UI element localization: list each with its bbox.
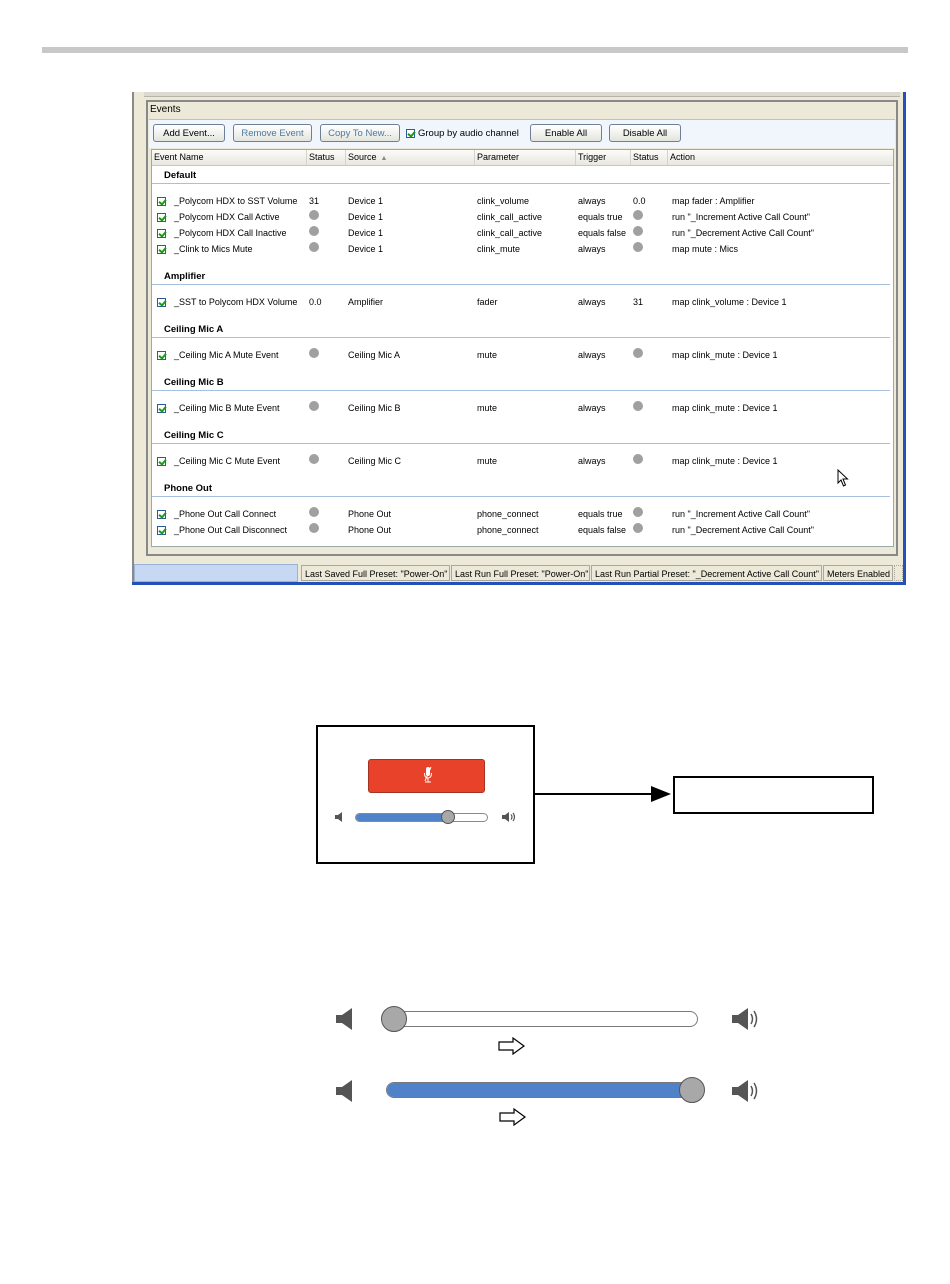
event-enabled-checkbox[interactable] [157, 457, 166, 466]
window-edge [144, 92, 900, 97]
window-edge [903, 92, 906, 585]
cell-parameter: mute [477, 456, 498, 466]
table-row[interactable] [152, 524, 890, 538]
cell-name: _Phone Out Call Connect [174, 509, 277, 519]
cell-name: _Polycom HDX Call Inactive [174, 228, 287, 238]
group-divider [152, 284, 890, 285]
panel-title: Events [150, 104, 181, 115]
column-header-trigger[interactable]: Trigger [575, 150, 630, 165]
cell-status2: 31 [633, 297, 644, 307]
disable-all-button[interactable]: Disable All [609, 124, 681, 142]
status-indicator-icon [633, 401, 643, 411]
table-row[interactable] [152, 508, 890, 522]
table-row[interactable] [152, 402, 890, 416]
cell-parameter: clink_mute [477, 244, 521, 254]
cell-source: Phone Out [348, 509, 392, 519]
direction-arrow-icon [499, 1108, 527, 1126]
status-last-run-partial: Last Run Partial Preset: "_Decrement Active Call Count" [591, 565, 822, 581]
status-indicator-icon [309, 523, 319, 533]
cell-status: 0.0 [309, 297, 322, 307]
volume-slider-knob-max[interactable] [679, 1077, 705, 1103]
cell-trigger: equals false [578, 525, 627, 535]
cell-source: Ceiling Mic A [348, 350, 401, 360]
speaker-high-icon [501, 811, 519, 823]
cell-trigger: equals true [578, 509, 623, 519]
mouse-cursor-icon [837, 469, 849, 487]
column-header-event-name[interactable]: Event Name [154, 152, 204, 162]
table-row[interactable] [152, 211, 890, 225]
status-indicator-icon [309, 242, 319, 252]
group-title: Amplifier [164, 271, 206, 282]
microphone-muted-icon [423, 766, 433, 784]
cell-parameter: clink_call_active [477, 212, 543, 222]
table-row[interactable] [152, 227, 890, 241]
cell-source: Device 1 [348, 244, 384, 254]
event-enabled-checkbox[interactable] [157, 229, 166, 238]
status-bar-progress [134, 564, 298, 582]
sort-ascending-icon: ▲ [380, 155, 388, 162]
cell-parameter: phone_connect [477, 525, 539, 535]
event-enabled-checkbox[interactable] [157, 510, 166, 519]
status-indicator-icon [633, 242, 643, 252]
event-enabled-checkbox[interactable] [157, 351, 166, 360]
speaker-high-icon [730, 1079, 762, 1103]
page-top-rule [42, 47, 908, 53]
cell-source: Amplifier [348, 297, 384, 307]
volume-slider-track-min[interactable] [384, 1011, 698, 1027]
events-window [132, 92, 906, 585]
cell-parameter: mute [477, 403, 498, 413]
group-title: Ceiling Mic A [164, 324, 224, 335]
events-table [151, 149, 894, 547]
mute-button[interactable] [368, 759, 485, 793]
cell-source: Device 1 [348, 228, 384, 238]
status-last-saved-full: Last Saved Full Preset: "Power-On" [301, 565, 450, 581]
status-indicator-icon [633, 210, 643, 220]
volume-slider-fill-max [387, 1083, 701, 1097]
window-edge [132, 92, 134, 585]
status-indicator-icon [309, 348, 319, 358]
status-indicator-icon [309, 210, 319, 220]
cell-status: 31 [309, 196, 320, 206]
cell-name: _SST to Polycom HDX Volume [174, 297, 298, 307]
events-panel [146, 100, 898, 556]
volume-slider-knob-min[interactable] [381, 1006, 407, 1032]
column-header-action[interactable]: Action [667, 150, 877, 165]
cell-name: _Polycom HDX to SST Volume [174, 196, 298, 206]
cell-action: run "_Decrement Active Call Count" [672, 228, 814, 238]
cell-action: map clink_volume : Device 1 [672, 297, 787, 307]
cell-source: Ceiling Mic B [348, 403, 401, 413]
status-indicator-icon [309, 226, 319, 236]
cell-trigger: always [578, 403, 606, 413]
cell-trigger: always [578, 244, 606, 254]
cell-name: _Polycom HDX Call Active [174, 212, 280, 222]
event-enabled-checkbox[interactable] [157, 197, 166, 206]
event-enabled-checkbox[interactable] [157, 245, 166, 254]
cell-name: _Phone Out Call Disconnect [174, 525, 288, 535]
cell-action: map clink_mute : Device 1 [672, 456, 778, 466]
cell-status2: 0.0 [633, 196, 646, 206]
cell-action: run "_Increment Active Call Count" [672, 212, 810, 222]
event-enabled-checkbox[interactable] [157, 298, 166, 307]
cell-name: _Ceiling Mic C Mute Event [174, 456, 281, 466]
group-divider [152, 443, 890, 444]
cell-action: map clink_mute : Device 1 [672, 350, 778, 360]
status-indicator-icon [633, 226, 643, 236]
group-title: Phone Out [164, 483, 213, 494]
cell-trigger: always [578, 350, 606, 360]
table-row[interactable] [152, 243, 890, 257]
column-header-status2[interactable]: Status [630, 150, 667, 165]
group-divider [152, 337, 890, 338]
cell-source: Device 1 [348, 196, 384, 206]
volume-slider-track[interactable] [355, 813, 488, 822]
table-row[interactable] [152, 195, 890, 209]
status-last-run-full: Last Run Full Preset: "Power-On" [451, 565, 590, 581]
group-title: Ceiling Mic B [164, 377, 224, 388]
cell-action: map mute : Mics [672, 244, 739, 254]
callout-box [673, 776, 874, 814]
group-title: Ceiling Mic C [164, 430, 224, 441]
group-divider [152, 183, 890, 184]
status-indicator-icon [633, 507, 643, 517]
events-toolbar [149, 119, 895, 148]
cell-name: _Ceiling Mic A Mute Event [174, 350, 279, 360]
cell-action: map fader : Amplifier [672, 196, 755, 206]
event-enabled-checkbox[interactable] [157, 526, 166, 535]
cell-trigger: always [578, 297, 606, 307]
status-indicator-icon [633, 523, 643, 533]
group-by-audio-channel-checkbox[interactable] [406, 128, 519, 139]
status-indicator-icon [633, 348, 643, 358]
speaker-low-icon [334, 1079, 356, 1103]
callout-arrow [535, 793, 667, 795]
event-enabled-checkbox[interactable] [157, 213, 166, 222]
cell-parameter: phone_connect [477, 509, 539, 519]
callout-arrowhead [651, 786, 671, 802]
cell-parameter: fader [477, 297, 498, 307]
speaker-low-icon [334, 1007, 356, 1031]
cell-parameter: clink_volume [477, 196, 530, 206]
cell-name: _Ceiling Mic B Mute Event [174, 403, 280, 413]
table-row[interactable] [152, 455, 890, 469]
group-title: Default [164, 170, 197, 181]
volume-slider-knob[interactable] [441, 810, 455, 824]
cell-parameter: mute [477, 350, 498, 360]
cell-action: map clink_mute : Device 1 [672, 403, 778, 413]
status-indicator-icon [309, 401, 319, 411]
remove-event-button[interactable]: Remove Event [233, 124, 312, 142]
table-row[interactable] [152, 296, 890, 310]
status-indicator-icon [309, 507, 319, 517]
enable-all-button[interactable]: Enable All [530, 124, 602, 142]
volume-slider-fill [356, 814, 448, 821]
cell-name: _Clink to Mics Mute [174, 244, 253, 254]
group-by-label: Group by audio channel [418, 128, 519, 139]
cell-action: run "_Increment Active Call Count" [672, 509, 810, 519]
volume-slider-track-max[interactable] [386, 1082, 702, 1098]
table-row[interactable] [152, 349, 890, 363]
resize-grip-icon[interactable] [894, 565, 903, 581]
cell-parameter: clink_call_active [477, 228, 543, 238]
column-header-status[interactable]: Status [306, 150, 345, 165]
copy-to-new-button[interactable]: Copy To New... [320, 124, 400, 142]
add-event-button[interactable]: Add Event... [153, 124, 225, 142]
column-header-parameter[interactable]: Parameter [474, 150, 575, 165]
cell-source: Device 1 [348, 212, 384, 222]
group-divider [152, 390, 890, 391]
cell-trigger: equals true [578, 212, 623, 222]
speaker-high-icon [730, 1007, 762, 1031]
cell-action: run "_Decrement Active Call Count" [672, 525, 814, 535]
column-header-source[interactable]: Source ▲ [345, 150, 474, 165]
cell-trigger: always [578, 196, 606, 206]
mute-volume-control [316, 725, 535, 864]
window-edge [132, 582, 906, 585]
checkbox-checked-icon [406, 129, 415, 138]
table-header [152, 150, 893, 166]
status-indicator-icon [309, 454, 319, 464]
event-enabled-checkbox[interactable] [157, 404, 166, 413]
group-divider [152, 496, 890, 497]
cell-trigger: equals false [578, 228, 627, 238]
speaker-low-icon [334, 811, 346, 823]
direction-arrow-icon [498, 1037, 526, 1055]
status-bar [134, 564, 903, 582]
cell-source: Phone Out [348, 525, 392, 535]
cell-trigger: always [578, 456, 606, 466]
cell-source: Ceiling Mic C [348, 456, 402, 466]
status-indicator-icon [633, 454, 643, 464]
status-meters: Meters Enabled [823, 565, 893, 581]
